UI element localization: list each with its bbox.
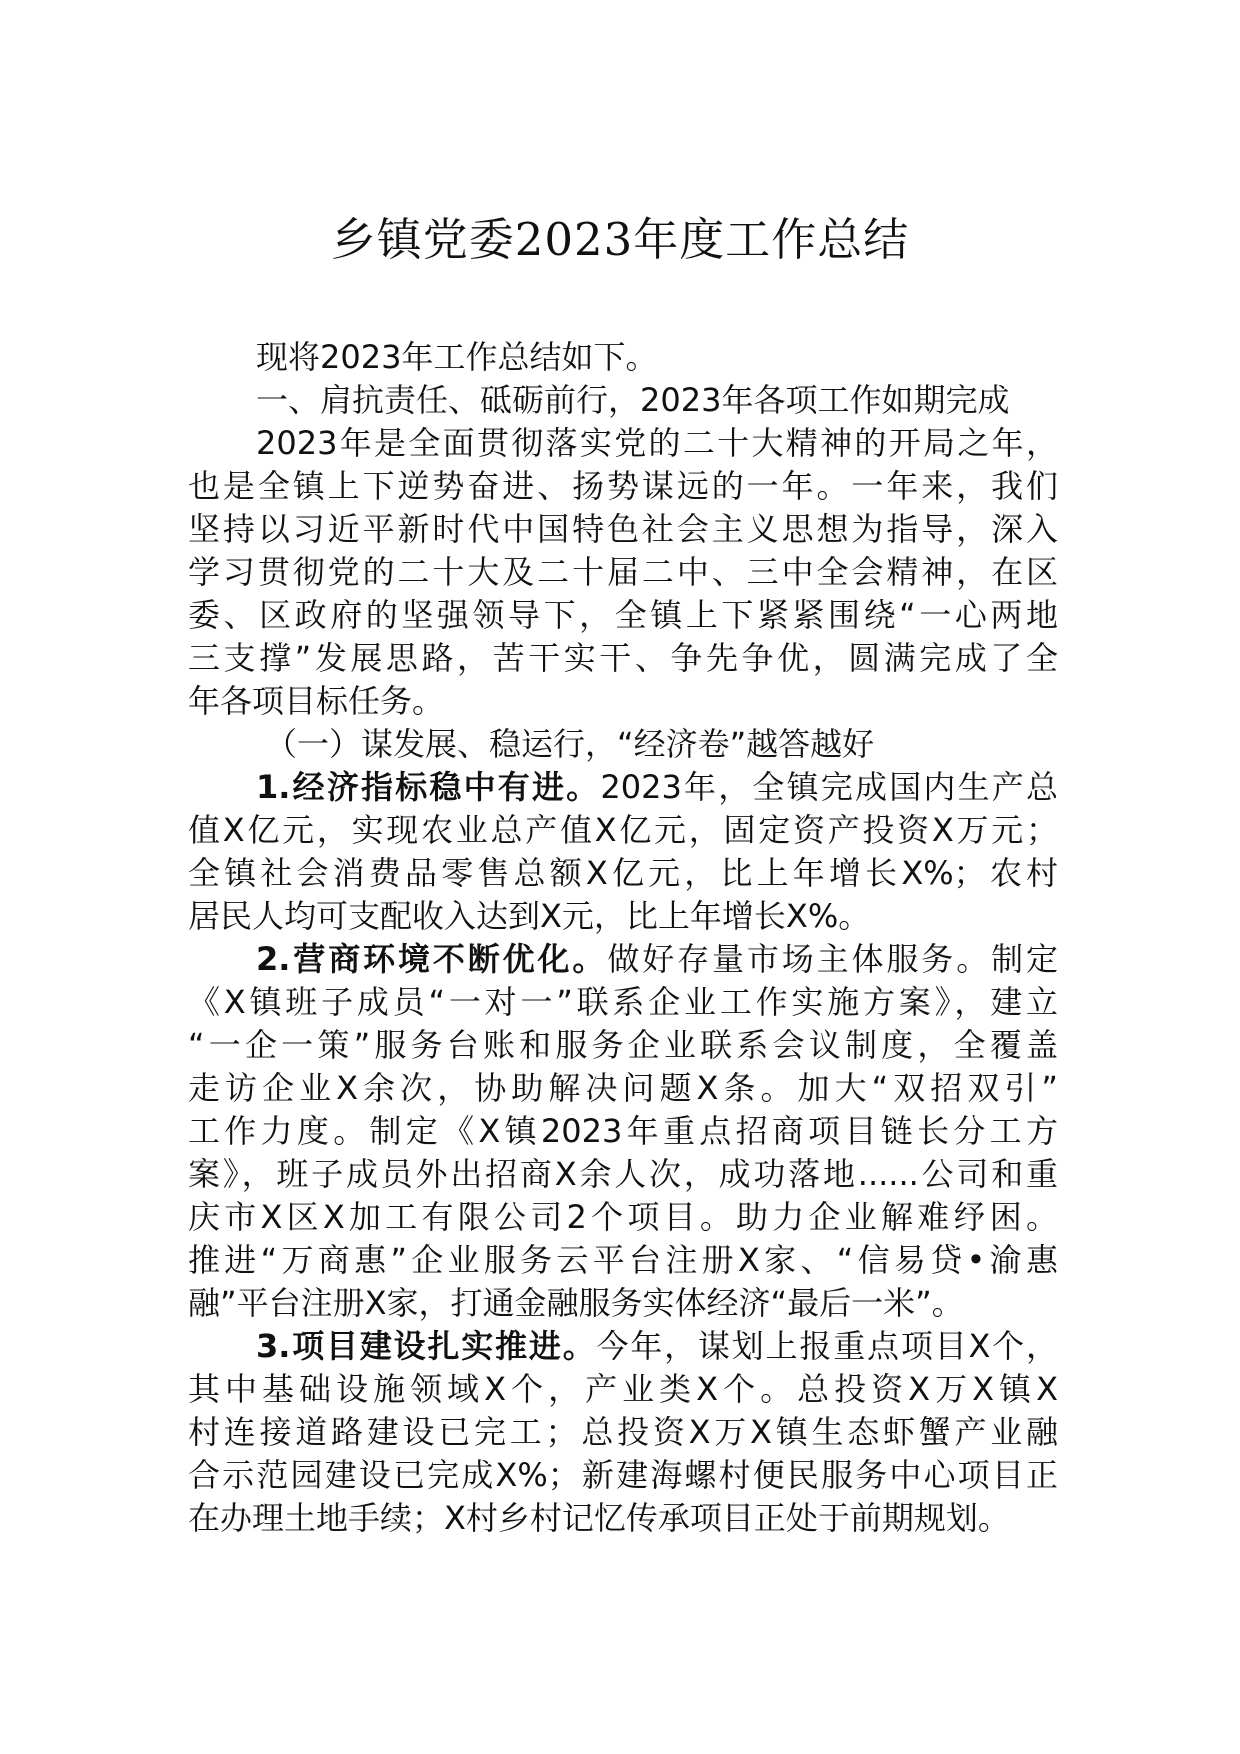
paragraph-line: 推进“万商惠”企业服务云平台注册X家、“信易贷•渝惠: [188, 1241, 1058, 1279]
intro-line: 现将2023年工作总结如下。: [256, 338, 658, 376]
paragraph-line: 居民人均可支配收入达到X元，比上年增长X%。: [188, 897, 871, 935]
paragraph-line: 庆市X区X加工有限公司2个项目。助力企业解难纾困。: [188, 1198, 1058, 1236]
paragraph-line: 工作力度。制定《X镇2023年重点招商项目链长分工方: [188, 1112, 1058, 1150]
paragraph-line: 在办理土地手续；X村乡村记忆传承项目正处于前期规划。: [188, 1499, 1010, 1537]
paragraph-line: 值X亿元，实现农业总产值X亿元，固定资产投资X万元；: [188, 811, 1058, 849]
item-3-line: 3.项目建设扎实推进。今年，谋划上报重点项目X个，: [256, 1327, 1058, 1365]
paragraph-line: 其中基础设施领域X个，产业类X个。总投资X万X镇X: [188, 1370, 1058, 1408]
item-1-heading: 1.经济指标稳中有进。: [256, 768, 601, 806]
paragraph-line: 年各项目标任务。: [188, 682, 445, 720]
paragraph-line: 三支撑”发展思路，苦干实干、争先争优，圆满完成了全: [188, 639, 1058, 677]
paragraph-line: “一企一策”服务台账和服务企业联系会议制度，全覆盖: [188, 1026, 1058, 1064]
paragraph-line: 学习贯彻党的二十大及二十届二中、三中全会精神，在区: [188, 553, 1058, 591]
paragraph-line: 全镇社会消费品零售总额X亿元，比上年增长X%；农村: [188, 854, 1058, 892]
paragraph-line: 村连接道路建设已完工；总投资X万X镇生态虾蟹产业融: [188, 1413, 1058, 1451]
item-1-line: 1.经济指标稳中有进。2023年，全镇完成国内生产总: [256, 768, 1058, 806]
subsection-heading-1: （一）谋发展、稳运行，“经济卷”越答越好: [265, 725, 875, 763]
item-3-heading: 3.项目建设扎实推进。: [256, 1327, 597, 1365]
item-2-line: 2.营商环境不断优化。做好存量市场主体服务。制定: [256, 940, 1058, 978]
section-heading-1: 一、肩抗责任、砥砺前行，2023年各项工作如期完成: [256, 381, 1010, 419]
paragraph-line: 案》，班子成员外出招商X余人次，成功落地......公司和重: [188, 1155, 1058, 1193]
item-2-heading: 2.营商环境不断优化。: [256, 940, 608, 978]
paragraph-line: 走访企业X余次，协助解决问题X条。加大“双招双引”: [188, 1069, 1058, 1107]
document-title: 乡镇党委2023年度工作总结: [330, 213, 910, 266]
paragraph-line: 合示范园建设已完成X%；新建海螺村便民服务中心项目正: [188, 1456, 1058, 1494]
paragraph-line: 坚持以习近平新时代中国特色社会主义思想为指导，深入: [188, 510, 1058, 548]
paragraph-line: 《X镇班子成员“一对一”联系企业工作实施方案》，建立: [188, 983, 1058, 1021]
paragraph-line: 委、区政府的坚强领导下，全镇上下紧紧围绕“一心两地: [188, 596, 1058, 634]
paragraph-line: 融”平台注册X家，打通金融服务实体经济“最后一米”。: [188, 1284, 964, 1322]
paragraph-line: 也是全镇上下逆势奋进、扬势谋远的一年。一年来，我们: [188, 467, 1058, 505]
paragraph-line: 2023年是全面贯彻落实党的二十大精神的开局之年，: [256, 424, 1058, 462]
